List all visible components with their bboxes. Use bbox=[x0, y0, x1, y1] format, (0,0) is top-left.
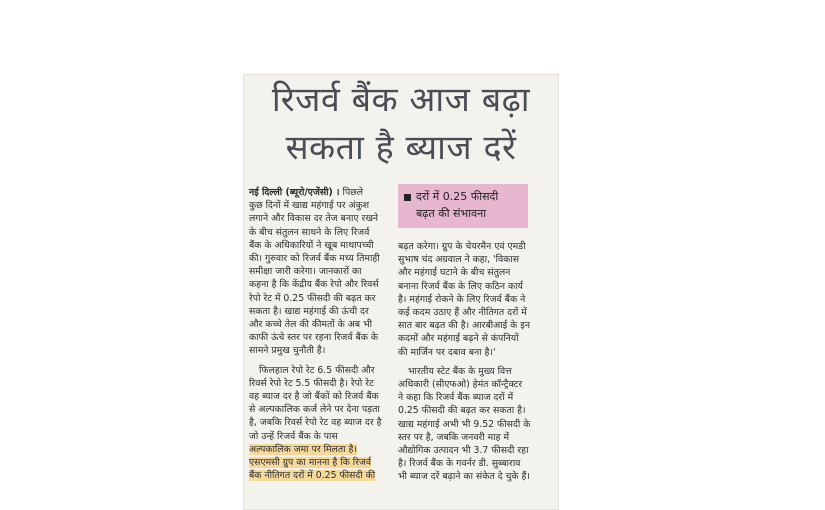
article-line: की मार्जिन पर दबाव बना है।' bbox=[398, 346, 496, 358]
article-line-highlighted: एसएमसी ग्रुप का मानना है कि रिजर्व bbox=[249, 457, 372, 469]
right-column bbox=[398, 240, 554, 484]
article-line: 0.25 फीसदी की बढ़त कर सकता है। bbox=[398, 405, 526, 417]
article-line: से अल्पकालिक कर्ज लेने पर देना पड़ता bbox=[249, 404, 380, 416]
article-line: बनाना रिजर्व बैंक के लिए कठिन कार्य bbox=[398, 280, 523, 292]
article-line: है, जबकि रिवर्स रेपो रेट वह ब्याज दर है bbox=[249, 417, 382, 429]
article-line: अधिकारी (सीएफओ) हेमंत कॉन्ट्रैक्टर bbox=[398, 379, 523, 391]
left-column bbox=[249, 186, 391, 482]
article-line: कहना है कि केंद्रीय बैंक रेपो और रिवर्स bbox=[249, 279, 379, 291]
article-line: फिलहाल रेपो रेट 6.5 फीसदी और bbox=[259, 364, 375, 376]
headline-line-2: सकता है ब्याज दरें bbox=[285, 128, 517, 168]
article-line: सात बार बढ़त की है। आरबीआई के इन bbox=[398, 320, 530, 332]
article-line: रिवर्स रेपो रेट 5.5 फीसदी है। रेपो रेट bbox=[249, 377, 374, 389]
article-line: के बीच संतुलन साधने के लिए रिजर्व bbox=[249, 226, 370, 238]
article-line: नई दिल्ली (ब्यूरो/एजेंसी) । पिछले bbox=[249, 187, 364, 198]
article-line: भी ब्याज दरें बढ़ाने का संकेत दे चुके हैं। bbox=[398, 471, 530, 483]
article-line-highlighted: बैंक नीतिगत दरों में 0.25 फीसदी की bbox=[249, 470, 376, 482]
article-line-highlighted: अल्पकालिक जमा पर मिलता है। bbox=[249, 443, 357, 455]
article-line: स्तर पर है, जबकि जनवरी माह में bbox=[398, 431, 510, 443]
article-line: खाद्य महंगाई अभी भी 9.52 फीसदी के bbox=[398, 418, 531, 430]
article-line: वह ब्याज दर है जो बैंकों को रिजर्व बैंक bbox=[249, 391, 379, 403]
box-line-1: दरों में 0.25 फीसदी bbox=[404, 188, 522, 205]
article-line: रेपो रेट में 0.25 फीसदी की बढ़त कर bbox=[249, 292, 376, 304]
article-line: बैंक के अधिकारियों ने खूब माथापच्ची bbox=[249, 239, 374, 251]
highlight-box bbox=[398, 184, 528, 228]
article-line: कदमों और महंगाई बढ़ने से कंपनियों bbox=[398, 333, 519, 345]
article-line: काफी ऊंचे स्तर पर रहना रिजर्व बैंक के bbox=[249, 332, 378, 344]
article-line: और कच्चे तेल की कीमतों के अब भी bbox=[249, 319, 373, 331]
article-line: बढ़त करेगा। ग्रुप के चेयरमैन एवं एमडी bbox=[398, 241, 526, 252]
square-bullet-icon bbox=[404, 194, 411, 201]
article-line: और महंगाई घटाने के बीच संतुलन bbox=[398, 267, 511, 279]
article-line: जो उन्हें रिजर्व बैंक के पास bbox=[249, 430, 338, 442]
article-line: की। गुरुवार को रिजर्व बैंक मध्य तिमाही bbox=[249, 253, 380, 265]
box-line-2: बढ़त की संभावना bbox=[416, 207, 487, 220]
article-line: भारतीय स्टेट बैंक के मुख्य वित्त bbox=[408, 365, 512, 377]
article-line: सकता है। खाद्य महंगाई की ऊंची दर bbox=[249, 305, 369, 317]
article-line: औद्योगिक उत्पादन भी 3.7 फीसदी रहा bbox=[398, 445, 529, 457]
article-line: है। महंगाई रोकने के लिए रिजर्व बैंक ने bbox=[398, 293, 526, 305]
dateline: नई दिल्ली (ब्यूरो/एजेंसी) । bbox=[249, 187, 340, 198]
article-line: लगाने और विकास दर तेज बनाए रखने bbox=[249, 213, 379, 225]
article-line: कुछ दिनों में खाद्य महंगाई पर अंकुश bbox=[249, 200, 370, 212]
article-line: ने कहा कि रिजर्व बैंक ब्याज दरों में bbox=[398, 392, 514, 404]
newspaper-clipping bbox=[243, 74, 559, 510]
article-line: समीक्षा जारी करेगा। जानकारों का bbox=[249, 266, 362, 278]
article-line: है। रिजर्व बैंक के गवर्नर डी. सुब्बाराव bbox=[398, 458, 521, 470]
article-line: सुभाष चंद अग्रवाल ने कहा, 'विकास bbox=[398, 254, 520, 266]
article-line: कई कदम उठाए हैं और नीतिगत दरों में bbox=[398, 307, 527, 319]
article-line: सामने प्रमुख चुनौती है। bbox=[249, 345, 326, 357]
headline-line-1: रिजर्व बैंक आज बढ़ा bbox=[271, 80, 531, 120]
